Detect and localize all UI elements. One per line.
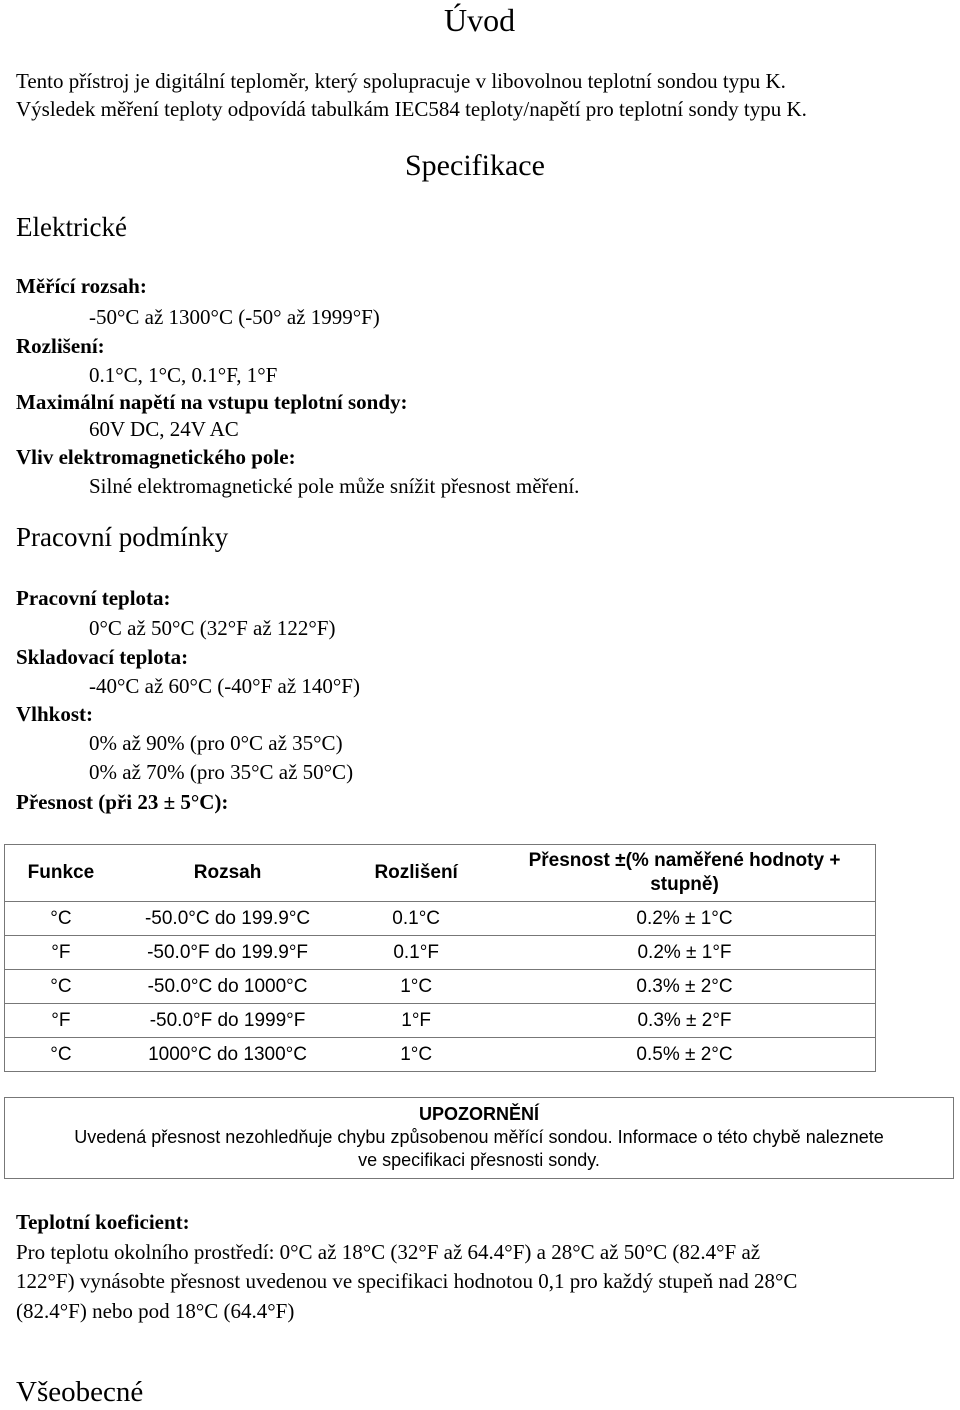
warning-line-1: Uvedená přesnost nezohledňuje chybu způsobenou měřící sondou. Informace o této chybě naleznete — [74, 1127, 884, 1147]
warning-box — [4, 1097, 954, 1179]
working-heading: Pracovní podmínky — [16, 522, 229, 552]
cell-function: °C — [5, 1038, 117, 1072]
accuracy-label: Přesnost (při 23 ± 5°C): — [16, 790, 229, 814]
cell-accuracy: 0.2% ± 1°C — [494, 902, 875, 936]
cell-range: -50.0°C do 1000°C — [117, 970, 338, 1004]
table-row — [5, 1004, 876, 1038]
cell-resolution: 1°C — [338, 970, 494, 1004]
cell-accuracy: 0.3% ± 2°C — [494, 970, 875, 1004]
electrical-heading: Elektrické — [16, 212, 127, 242]
cell-function: °C — [5, 970, 117, 1004]
op-temp-value: 0°C až 50°C (32°F až 122°F) — [89, 616, 336, 640]
resolution-value: 0.1°C, 1°C, 0.1°F, 1°F — [89, 363, 278, 387]
table-row — [5, 902, 876, 936]
humidity-value-2: 0% až 70% (pro 35°C až 50°C) — [89, 760, 354, 784]
intro-line-2: Výsledek měření teploty odpovídá tabulkám IEC584 teploty/napětí pro teplotní sondy typu K. — [16, 97, 807, 121]
accuracy-table — [4, 844, 876, 1072]
storage-label: Skladovací teplota: — [16, 645, 189, 669]
cell-function: °F — [5, 936, 117, 970]
table-header-row — [5, 845, 876, 902]
temp-coef-label: Teplotní koeficient: — [16, 1210, 190, 1234]
table-row — [5, 970, 876, 1004]
cell-accuracy: 0.2% ± 1°F — [494, 936, 875, 970]
resolution-label: Rozlišení: — [16, 334, 105, 358]
em-label: Vliv elektromagnetického pole: — [16, 445, 296, 469]
cell-range: -50.0°F do 1999°F — [117, 1004, 338, 1038]
general-heading: Všeobecné — [16, 1376, 144, 1408]
cell-function: °C — [5, 902, 117, 936]
cell-range: -50.0°F do 199.9°F — [117, 936, 338, 970]
humidity-label: Vlhkost: — [16, 702, 94, 726]
temp-coef-line-2: 122°F) vynásobte přesnost uvedenou ve specifikaci hodnotou 0,1 pro každý stupeň nad 28°C — [16, 1269, 798, 1293]
storage-value: -40°C až 60°C (-40°F až 140°F) — [89, 674, 360, 698]
temp-coef-line-3: (82.4°F) nebo pod 18°C (64.4°F) — [16, 1299, 295, 1323]
cell-function: °F — [5, 1004, 117, 1038]
table-row — [5, 936, 876, 970]
warning-line-2: ve specifikaci přesnosti sondy. — [358, 1150, 600, 1170]
table-row — [5, 1038, 876, 1072]
cell-range: -50.0°C do 199.9°C — [117, 902, 338, 936]
cell-resolution: 0.1°F — [338, 936, 494, 970]
page-title: Úvod — [444, 2, 516, 38]
range-value: -50°C až 1300°C (-50° až 1999°F) — [89, 305, 380, 329]
max-voltage-value: 60V DC, 24V AC — [89, 417, 239, 441]
spec-title: Specifikace — [405, 149, 545, 182]
intro-line-1: Tento přístroj je digitální teploměr, který spolupracuje v libovolnou teplotní sondou typu K. — [16, 69, 786, 93]
header-function: Funkce — [5, 845, 117, 902]
cell-range: 1000°C do 1300°C — [117, 1038, 338, 1072]
cell-accuracy: 0.3% ± 2°F — [494, 1004, 875, 1038]
temp-coef-line-1: Pro teplotu okolního prostředí: 0°C až 18°C (32°F až 64.4°F) a 28°C až 50°C (82.4°F až — [16, 1240, 761, 1264]
cell-resolution: 1°C — [338, 1038, 494, 1072]
range-label: Měřící rozsah: — [16, 274, 147, 298]
header-accuracy: Přesnost ±(% naměřené hodnoty + stupně) — [494, 845, 875, 902]
em-value: Silné elektromagnetické pole může snížit přesnost měření. — [89, 474, 580, 498]
warning-title: UPOZORNĚNÍ — [418, 1104, 539, 1124]
cell-accuracy: 0.5% ± 2°C — [494, 1038, 875, 1072]
humidity-value-1: 0% až 90% (pro 0°C až 35°C) — [89, 731, 343, 755]
cell-resolution: 0.1°C — [338, 902, 494, 936]
header-resolution: Rozlišení — [338, 845, 494, 902]
op-temp-label: Pracovní teplota: — [16, 586, 171, 610]
max-voltage-label: Maximální napětí na vstupu teplotní sondy: — [16, 390, 408, 414]
cell-resolution: 1°F — [338, 1004, 494, 1038]
header-range: Rozsah — [117, 845, 338, 902]
